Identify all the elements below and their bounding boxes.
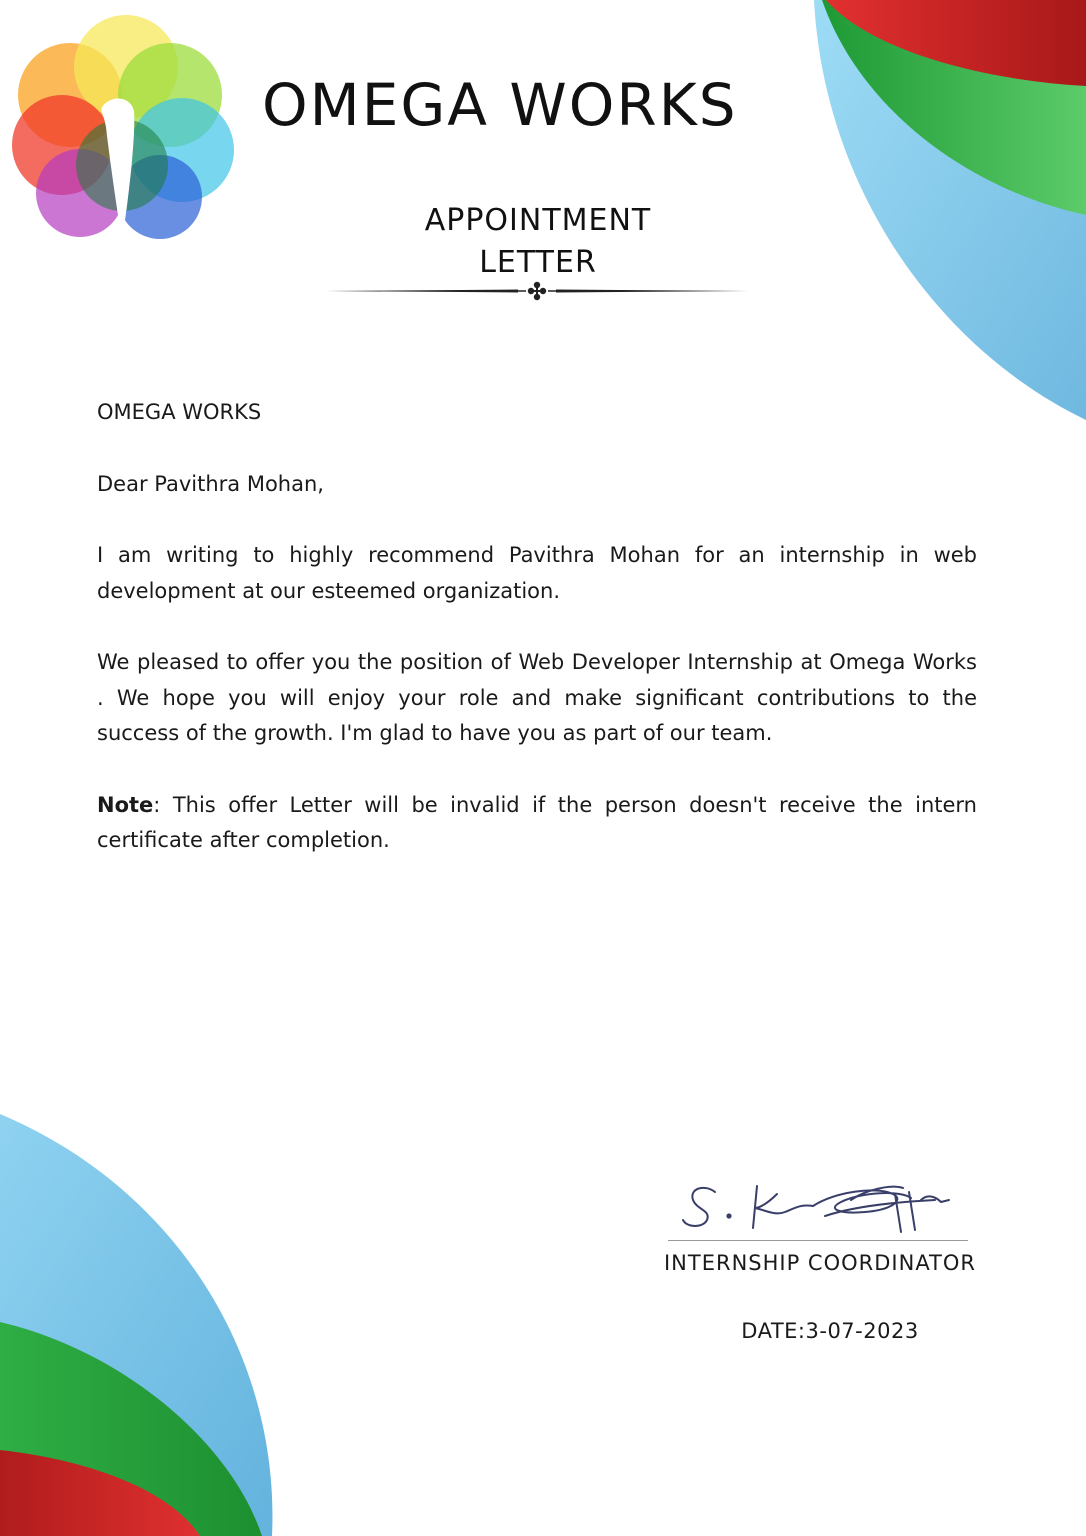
letter-paragraph-offer: We pleased to offer you the position of Web Developer Internship at Omega Works . We hope you will enjoy your role and make significant contributions to the success of the growth. I'm glad to have you as part of our team.	[97, 650, 977, 745]
title-divider-ornament	[322, 279, 752, 303]
corner-decoration-bottom-left	[0, 1100, 290, 1536]
letter-company-line: OMEGA WORKS	[97, 400, 262, 424]
note-text: : This offer Letter will be invalid if the person doesn't receive the intern certificate after completion.	[97, 792, 977, 852]
corner-decoration-top-right	[800, 0, 1086, 430]
company-title: OMEGA WORKS	[262, 71, 738, 139]
document-title-line-2: LETTER	[479, 245, 597, 280]
signature-line	[668, 1240, 968, 1241]
company-logo	[10, 15, 242, 247]
document-title-line-1: APPOINTMENT	[424, 203, 652, 238]
letter-salutation: Dear Pavithra Mohan,	[97, 471, 324, 496]
letter-date: DATE:3-07-2023	[741, 1319, 919, 1343]
signatory-role: INTERNSHIP COORDINATOR	[663, 1251, 977, 1275]
letter-body	[97, 395, 977, 895]
letter-paragraph-recommendation: I am writing to highly recommend Pavithra Mohan for an internship in web development at our esteemed organization.	[97, 543, 977, 603]
document-title	[380, 200, 696, 284]
letter-note	[97, 788, 977, 859]
handwritten-signature	[665, 1170, 975, 1248]
note-label: Note	[97, 792, 154, 817]
